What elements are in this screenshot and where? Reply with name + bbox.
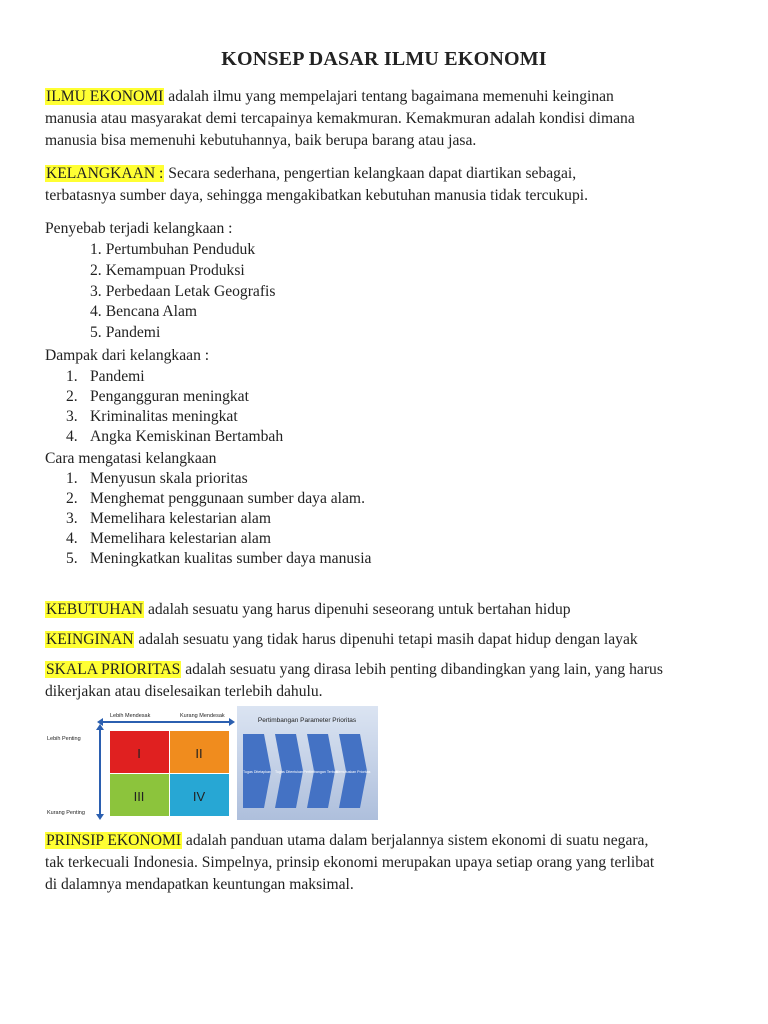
kelangkaan-def-2: terbatasnya sumber daya, sehingga mengakibatkan kebutuhan manusia tidak tercukupi. bbox=[45, 187, 589, 204]
skala-prioritas-def-1: adalah sesuatu yang dirasa lebih penting dibandingkan yang lain, yang harus bbox=[185, 661, 663, 678]
priority-matrix-svg bbox=[45, 706, 235, 820]
list-item: 3. Memelihara kelestarian alam bbox=[66, 510, 271, 527]
prinsip-ekonomi-term: PRINSIP EKONOMI bbox=[46, 832, 182, 849]
flow-step-label: Tugas Ditentukan bbox=[274, 770, 304, 774]
kelangkaan-term: KELANGKAAN : bbox=[46, 165, 164, 182]
dampak-list bbox=[66, 367, 283, 447]
kelangkaan-def-1: Secara sederhana, pengertian kelangkaan dapat diartikan sebagai, bbox=[168, 165, 577, 182]
priority-parameter-svg bbox=[237, 706, 378, 820]
flow-step-label: Memutuskan Prioritas bbox=[335, 770, 371, 774]
list-item: 1. Pandemi bbox=[66, 368, 145, 385]
penyebab-heading: Penyebab terjadi kelangkaan : bbox=[45, 220, 233, 237]
list-item: 3. Perbedaan Letak Geografis bbox=[90, 282, 276, 300]
prinsip-ekonomi-paragraph bbox=[45, 830, 725, 896]
ilmu-ekonomi-def-1: adalah ilmu yang mempelajari tentang bagaimana memenuhi keinginan bbox=[168, 88, 614, 105]
quadrant-4-label: IV bbox=[192, 789, 206, 804]
list-item: 2. Menghemat penggunaan sumber daya alam. bbox=[66, 490, 365, 507]
matrix-top-right-label: Kurang Mendesak bbox=[180, 713, 225, 719]
prinsip-ekonomi-def-2: tak terkecuali Indonesia. Simpelnya, prinsip ekonomi merupakan upaya setiap orang yang terlibat bbox=[45, 854, 655, 871]
list-item: 1. Menyusun skala prioritas bbox=[66, 470, 248, 487]
ilmu-ekonomi-def-3: manusia bisa memenuhi kebutuhannya, baik berupa barang atau jasa. bbox=[45, 132, 477, 149]
matrix-side-top-label: Lebih Penting bbox=[47, 736, 81, 742]
kelangkaan-paragraph bbox=[45, 163, 725, 207]
kebutuhan-def: adalah sesuatu yang harus dipenuhi seseorang untuk bertahan hidup bbox=[147, 601, 571, 618]
skala-prioritas-paragraph bbox=[45, 659, 725, 703]
list-item: 5. Meningkatkan kualitas sumber daya manusia bbox=[66, 550, 372, 567]
list-item: 4. Angka Kemiskinan Bertambah bbox=[66, 428, 284, 445]
keinginan-paragraph bbox=[45, 629, 725, 651]
list-item: 2. Kemampuan Produksi bbox=[90, 261, 245, 279]
skala-prioritas-def-2: dikerjakan atau diselesaikan terlebih dahulu. bbox=[45, 683, 323, 700]
list-item: 2. Pengangguran meningkat bbox=[66, 388, 249, 405]
skala-prioritas-term: SKALA PRIORITAS bbox=[46, 661, 181, 678]
quadrant-2-label: II bbox=[195, 746, 203, 761]
priority-parameter-figure bbox=[237, 706, 378, 820]
prinsip-ekonomi-def-3: di dalamnya mendapatkan keuntungan maksimal. bbox=[45, 876, 354, 893]
flow-step-label: Tugas Ditetapkan bbox=[242, 770, 272, 774]
prinsip-ekonomi-def-1: adalah panduan utama dalam berjalannya sistem ekonomi di suatu negara, bbox=[185, 832, 649, 849]
quadrant-3-label: III bbox=[133, 789, 145, 804]
page-title: KONSEP DASAR ILMU EKONOMI bbox=[221, 48, 547, 70]
flow-title: Pertimbangan Parameter Prioritas bbox=[257, 717, 357, 724]
list-item: 1. Pertumbuhan Penduduk bbox=[90, 241, 256, 258]
list-item: 4. Bencana Alam bbox=[90, 303, 198, 321]
keinginan-term: KEINGINAN bbox=[46, 631, 134, 648]
penyebab-list bbox=[90, 240, 275, 344]
quadrant-1-label: I bbox=[137, 746, 141, 761]
matrix-top-left-label: Lebih Mendesak bbox=[110, 713, 151, 719]
cara-heading: Cara mengatasi kelangkaan bbox=[45, 450, 217, 467]
ilmu-ekonomi-paragraph bbox=[45, 86, 725, 152]
keinginan-def: adalah sesuatu yang tidak harus dipenuhi tetapi masih dapat hidup dengan layak bbox=[138, 631, 638, 648]
list-item: 5. Pandemi bbox=[90, 324, 161, 342]
list-item: 4. Memelihara kelestarian alam bbox=[66, 530, 271, 547]
dampak-heading: Dampak dari kelangkaan : bbox=[45, 347, 210, 364]
kebutuhan-term: KEBUTUHAN bbox=[46, 601, 144, 618]
ilmu-ekonomi-def-2: manusia atau masyarakat demi tercapainya kemakmuran. Kemakmuran adalah kondisi dimana bbox=[45, 110, 635, 127]
kebutuhan-paragraph bbox=[45, 599, 725, 621]
priority-matrix-figure bbox=[45, 706, 235, 820]
matrix-side-bottom-label: Kurang Penting bbox=[47, 810, 85, 816]
ilmu-ekonomi-term: ILMU EKONOMI bbox=[46, 88, 164, 105]
cara-list bbox=[66, 469, 371, 569]
list-item: 3. Kriminalitas meningkat bbox=[66, 408, 238, 425]
flow-step-label: Pertimbangan Terbaik bbox=[303, 770, 339, 774]
